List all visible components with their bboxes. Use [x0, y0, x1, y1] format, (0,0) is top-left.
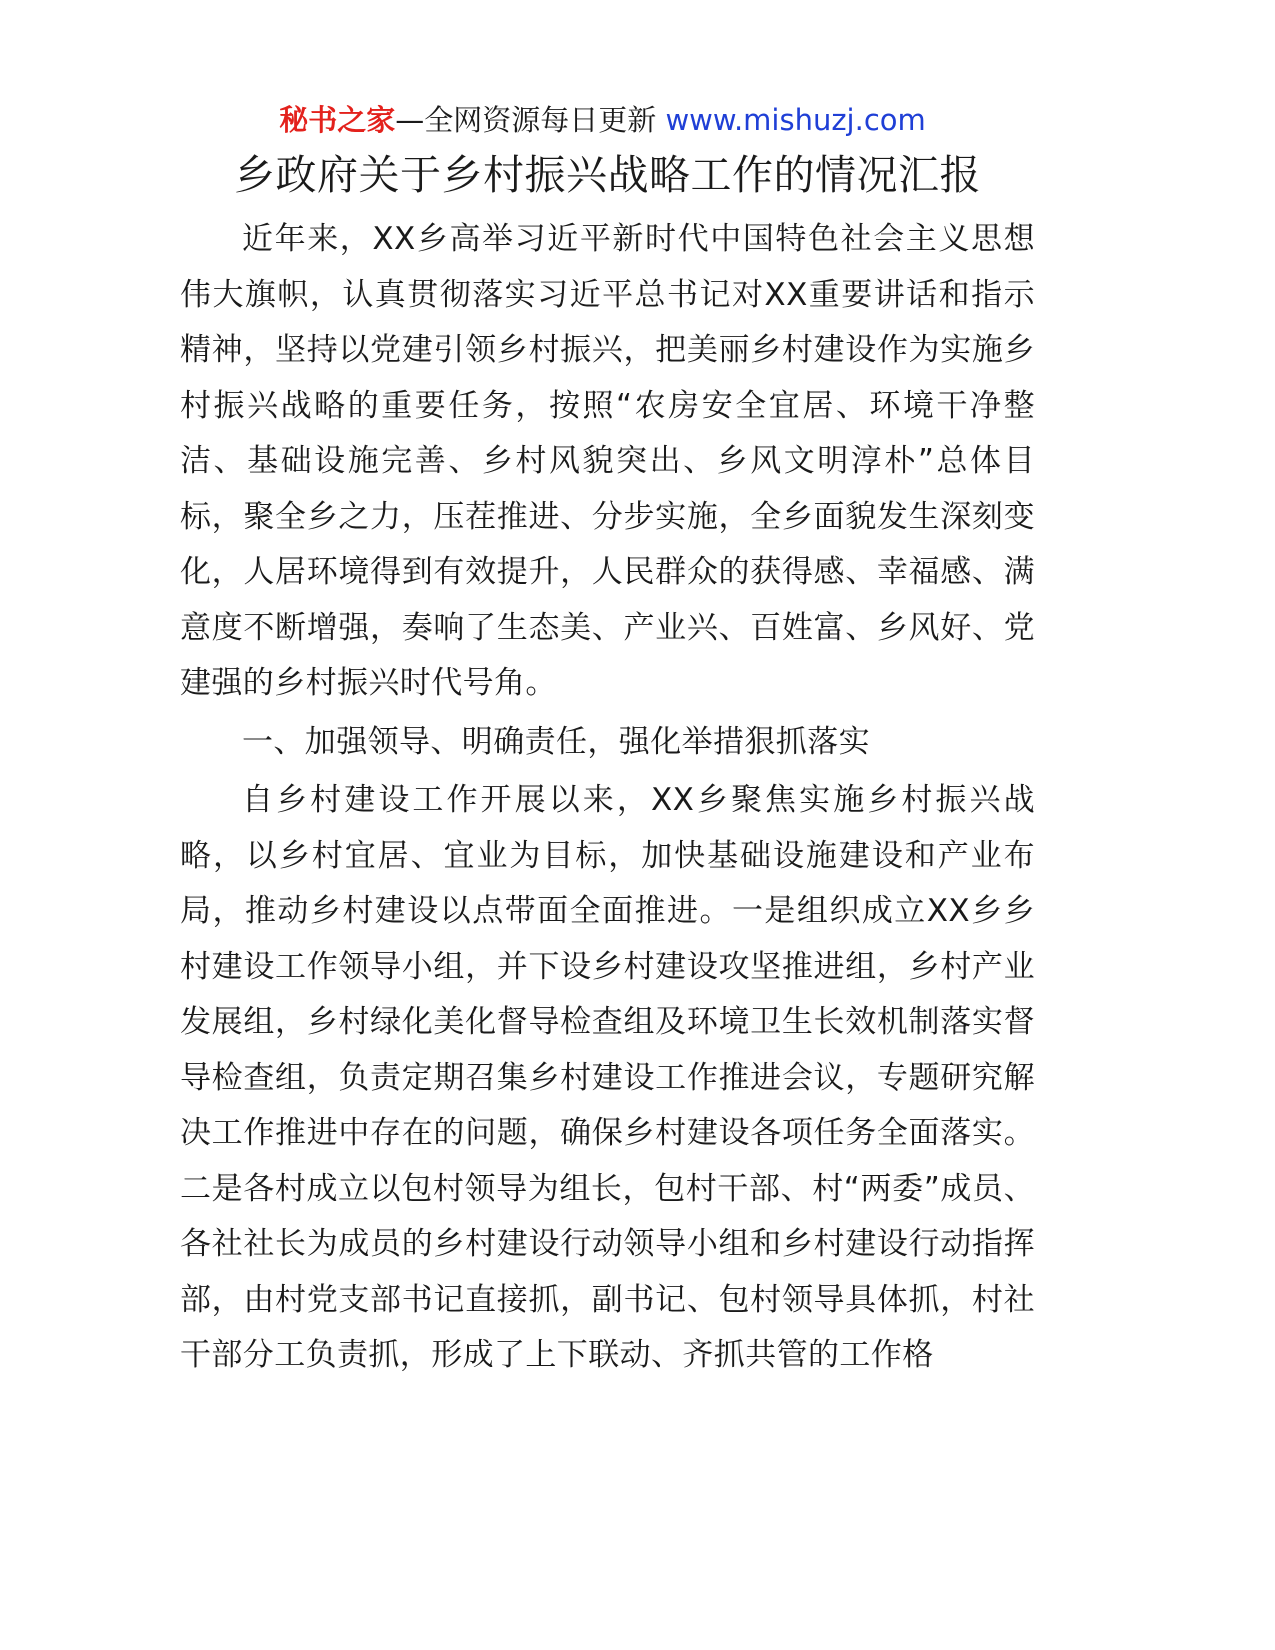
- document-title: 乡政府关于乡村振兴战略工作的情况汇报: [234, 151, 981, 199]
- banner-tagline: —全网资源每日更新: [395, 103, 666, 137]
- paragraph-intro: 近年来，XX乡高举习近平新时代中国特色社会主义思想伟大旗帜，认真贯彻落实习近平总书记对XX重要讲话和指示精神，坚持以党建引领乡村振兴，把美丽乡村建设作为实施乡村振兴战略的重要任务，按照“农房安全宜居、环境干净整洁、基础设施完善、乡村风貌突出、乡风文明淳朴”总体目标，聚全乡之力，压茬推进、分步实施，全乡面貌发生深刻变化，人居环境得到有效提升，人民群众的获得感、幸福感、满意度不断增强，奏响了生态美、产业兴、百姓富、乡风好、党建强的乡村振兴时代号角。: [180, 221, 1035, 701]
- document-page: [180, 100, 1035, 1384]
- site-banner: [170, 100, 1035, 140]
- paragraph-section-1: 自乡村建设工作开展以来，XX乡聚焦实施乡村振兴战略，以乡村宜居、宜业为目标，加快基础设施建设和产业布局，推动乡村建设以点带面全面推进。一是组织成立XX乡乡村建设工作领导小组，并下设乡村建设攻坚推进组，乡村产业发展组，乡村绿化美化督导检查组及环境卫生长效机制落实督导检查组，负责定期召集乡村建设工作推进会议，专题研究解决工作推进中存在的问题，确保乡村建设各项任务全面落实。二是各村成立以包村领导为组长，包村干部、村“两委”成员、各社社长为成员的乡村建设行动领导小组和乡村建设行动指挥部，由村党支部书记直接抓，副书记、包村领导具体抓，村社干部分工负责抓，形成了上下联动、齐抓共管的工作格: [180, 782, 1035, 1373]
- section-heading-1: 一、加强领导、明确责任，强化举措狠抓落实: [242, 723, 870, 760]
- website-url[interactable]: www.mishuzj.com: [665, 103, 926, 137]
- brand-name: 秘书之家: [279, 103, 396, 137]
